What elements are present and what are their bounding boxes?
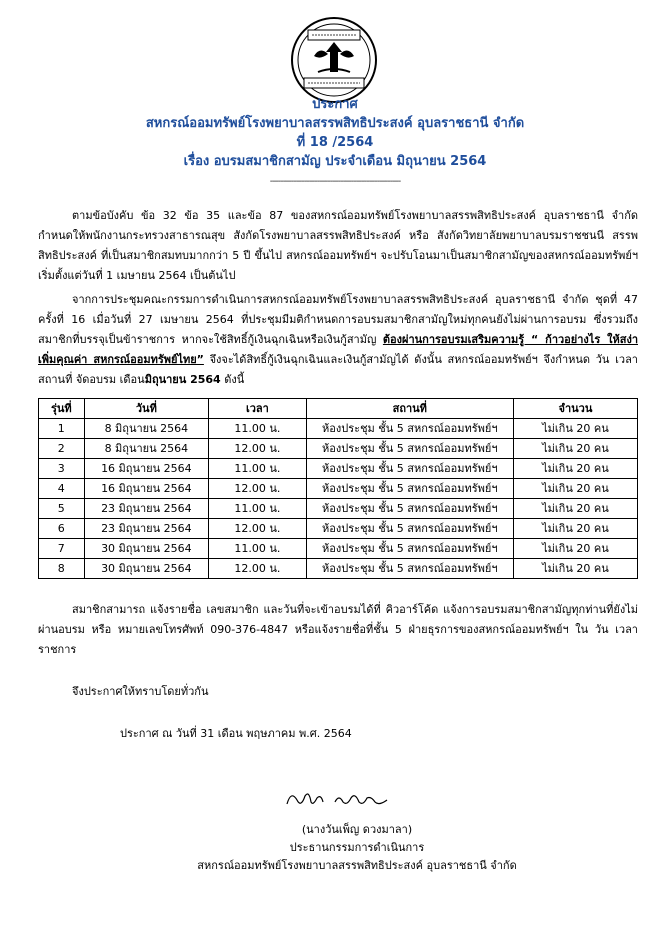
- cell-date: 23 มิถุนายน 2564: [84, 499, 209, 519]
- column-header-batch: รุ่นที่: [39, 399, 85, 419]
- cell-place: ห้องประชุม ชั้น 5 สหกรณ์ออมทรัพย์ฯ: [306, 559, 513, 579]
- cell-date: 23 มิถุนายน 2564: [84, 519, 209, 539]
- paragraph-meeting: [38, 290, 638, 390]
- column-header-place: สถานที่: [306, 399, 513, 419]
- cell-time: 11.00 น.: [209, 459, 307, 479]
- cell-time: 11.00 น.: [209, 539, 307, 559]
- cell-place: ห้องประชุม ชั้น 5 สหกรณ์ออมทรัพย์ฯ: [306, 539, 513, 559]
- cell-amount: ไม่เกิน 20 คน: [513, 539, 637, 559]
- meeting-text-end: ดังนี้: [220, 373, 245, 386]
- table-header-row: [39, 399, 638, 419]
- signer-organization: สหกรณ์ออมทรัพย์โรงพยาบาลสรรพสิทธิประสงค์ อุบลราชธานี จำกัด: [197, 859, 517, 872]
- cell-batch: 7: [39, 539, 85, 559]
- announcement-date: ประกาศ ณ วันที่ 31 เดือน พฤษภาคม พ.ศ. 2564: [120, 727, 352, 740]
- column-header-time: เวลา: [209, 399, 307, 419]
- cell-batch: 6: [39, 519, 85, 539]
- header-subject: เรื่อง อบรมสมาชิกสามัญ ประจำเดือน มิถุนายน 2564: [183, 154, 487, 169]
- cell-batch: 1: [39, 419, 85, 439]
- cell-date: 16 มิถุนายน 2564: [84, 479, 209, 499]
- cell-date: 8 มิถุนายน 2564: [84, 419, 209, 439]
- table-row: [39, 559, 638, 579]
- paragraph-regulation: ตามข้อบังคับ ข้อ 32 ข้อ 35 และข้อ 87 ของสหกรณ์ออมทรัพย์โรงพยาบาลสรรพสิทธิประสงค์ อุบลราชธานี จำกัด กำหนดให้พนักงานกระทรวงสาธารณสุข สังกัดโรงพยาบาลสรรพสิทธิประสงค์ หรือ สังกัดวิทยาลัยพยาบาลบรมราชชนนี สรรพสิทธิประสงค์ ที่เป็นสมาชิกสมทบมากกว่า 5 ปี ขึ้นไป สหกรณ์ออมทรัพย์ฯ จะปรับโอนมาเป็นสมาชิกสามัญของสหกรณ์ออมทรัพย์ฯ เริ่มตั้งแต่วันที่ 1 เมษายน 2564 เป็นต้นไป: [38, 209, 638, 282]
- cooperative-seal-logo: [290, 16, 378, 104]
- column-header-amount: จำนวน: [513, 399, 637, 419]
- cell-date: 16 มิถุนายน 2564: [84, 459, 209, 479]
- cell-date: 30 มิถุนายน 2564: [84, 539, 209, 559]
- cell-place: ห้องประชุม ชั้น 5 สหกรณ์ออมทรัพย์ฯ: [306, 439, 513, 459]
- signer-position: ประธานกรรมการดำเนินการ: [289, 841, 425, 854]
- cell-date: 8 มิถุนายน 2564: [84, 439, 209, 459]
- header-title: ประกาศ: [312, 97, 358, 112]
- cell-time: 11.00 น.: [209, 419, 307, 439]
- cell-batch: 5: [39, 499, 85, 519]
- cell-amount: ไม่เกิน 20 คน: [513, 419, 637, 439]
- table-row: [39, 479, 638, 499]
- table-row: [39, 519, 638, 539]
- header-separator: --------------------------------------------------: [269, 176, 401, 187]
- training-requirement: ต้องผ่านการอบรมเสริมความรู้ “ ก้าวอย่างไร ให้สง่า เพิ่มคุณค่า สหกรณ์ออมทรัพย์ไทย”: [38, 333, 638, 366]
- table-row: [39, 499, 638, 519]
- header-number: ที่ 18 /2564: [296, 135, 374, 150]
- table-row: [39, 439, 638, 459]
- cell-time: 12.00 น.: [209, 519, 307, 539]
- cell-place: ห้องประชุม ชั้น 5 สหกรณ์ออมทรัพย์ฯ: [306, 519, 513, 539]
- table-row: [39, 419, 638, 439]
- paragraph-registration: สมาชิกสามารถ แจ้งรายชื่อ เลขสมาชิก และวันที่จะเข้าอบรมได้ที่ คิวอาร์โค้ด แจ้งการอบรมสมาชิกสามัญทุกท่านที่ยังไม่ผ่านอบรม หรือ หมายเลขโทรศัพท์ 090-376-4847 หรือแจ้งรายชื่อที่ชั้น 5 ฝ่ายธุรการของสหกรณ์ออมทรัพย์ฯ ใน วัน เวลา ราชการ: [38, 603, 638, 656]
- meeting-text: จากการประชุมคณะกรรมการดำเนินการสหกรณ์ออมทรัพย์โรงพยาบาลสรรพสิทธิประสงค์ อุบลราชธานี จำกัด ชุดที่ 47 ครั้งที่ 16 เมื่อวันที่ 27 เมษายน 2564 ที่ประชุมมีมติกำหนดการอบรมสมาชิกสามัญใหม่ทุกคนยังไม่ผ่านการอบรม ซึ่งรวมถึงสมาชิกที่บรรจุเป็นข้าราชการ หากจะใช้สิทธิ์กู้เงินฉุกเฉินหรือเงินกู้สามัญ: [38, 293, 638, 346]
- handwritten-signature: [283, 786, 393, 814]
- cell-batch: 8: [39, 559, 85, 579]
- cell-amount: ไม่เกิน 20 คน: [513, 519, 637, 539]
- table-row: [39, 459, 638, 479]
- cell-amount: ไม่เกิน 20 คน: [513, 559, 637, 579]
- signer-name: (นางวันเพ็ญ ดวงมาลา): [301, 823, 413, 836]
- cell-place: ห้องประชุม ชั้น 5 สหกรณ์ออมทรัพย์ฯ: [306, 499, 513, 519]
- header-organization: สหกรณ์ออมทรัพย์โรงพยาบาลสรรพสิทธิประสงค์ อุบลราชธานี จำกัด: [145, 116, 525, 131]
- cell-place: ห้องประชุม ชั้น 5 สหกรณ์ออมทรัพย์ฯ: [306, 419, 513, 439]
- paragraph-announce: จึงประกาศให้ทราบโดยทั่วกัน: [72, 685, 209, 698]
- cell-place: ห้องประชุม ชั้น 5 สหกรณ์ออมทรัพย์ฯ: [306, 459, 513, 479]
- training-schedule-table: [38, 398, 638, 579]
- training-month: มิถุนายน 2564: [144, 373, 221, 386]
- cell-time: 11.00 น.: [209, 499, 307, 519]
- cell-time: 12.00 น.: [209, 479, 307, 499]
- cell-batch: 2: [39, 439, 85, 459]
- cell-amount: ไม่เกิน 20 คน: [513, 499, 637, 519]
- table-row: [39, 539, 638, 559]
- cell-time: 12.00 น.: [209, 439, 307, 459]
- cell-batch: 4: [39, 479, 85, 499]
- cell-amount: ไม่เกิน 20 คน: [513, 459, 637, 479]
- cell-batch: 3: [39, 459, 85, 479]
- cell-time: 12.00 น.: [209, 559, 307, 579]
- meeting-text-continued: จึงจะได้สิทธิ์กู้เงินฉุกเฉินและเงินกู้สามัญได้ ดังนั้น สหกรณ์ออมทรัพย์ฯ จึงกำหนด วัน เวลา สถานที่ จัดอบรม เดือน: [38, 353, 638, 386]
- cell-place: ห้องประชุม ชั้น 5 สหกรณ์ออมทรัพย์ฯ: [306, 479, 513, 499]
- cell-amount: ไม่เกิน 20 คน: [513, 439, 637, 459]
- cell-date: 30 มิถุนายน 2564: [84, 559, 209, 579]
- column-header-date: วันที่: [84, 399, 209, 419]
- cell-amount: ไม่เกิน 20 คน: [513, 479, 637, 499]
